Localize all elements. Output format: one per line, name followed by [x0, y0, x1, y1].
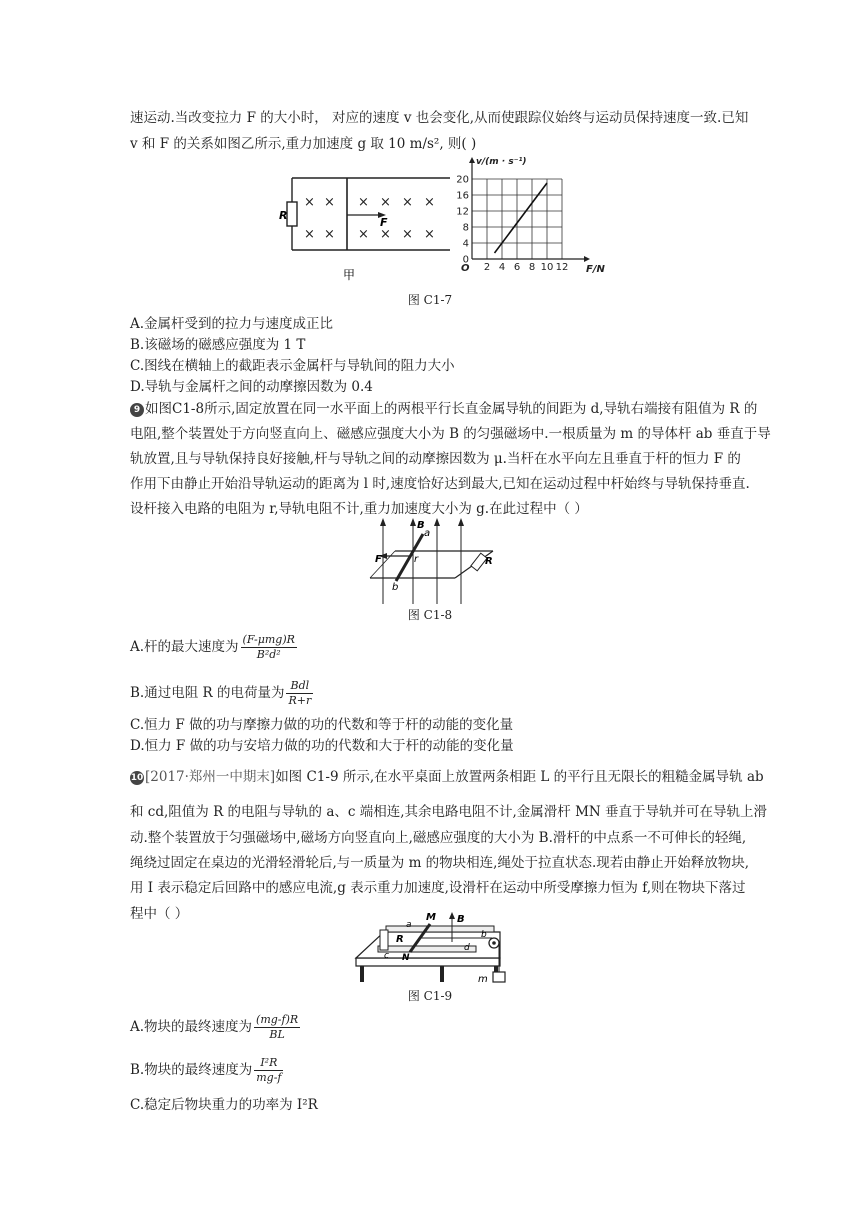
- q10-option-a: A.物块的最终速度为 $\frac{(mg-f)R}{BL}$: [130, 1013, 299, 1041]
- fraction: $\frac{(mg-f)R}{BL}$: [256, 1013, 299, 1041]
- cross-mark: ×: [424, 195, 435, 210]
- label-d: d: [464, 943, 470, 953]
- q9-stem-line3: 轨放置,且与导轨保持良好接触,杆与导轨之间的动摩擦因数为 μ.当杆在水平向左且垂直于杆的恒力 F 的: [130, 451, 741, 467]
- y-axis-label: v/(m · s⁻¹): [476, 157, 527, 167]
- q8-stem-line1: 速运动.当改变拉力 F 的大小时， 对应的速度 v 也会变化,从而使跟踪仪始终与运动员保持速度一致.已知: [130, 110, 749, 126]
- cross-mark: ×: [380, 195, 391, 210]
- label-a: a: [406, 920, 412, 930]
- cross-mark: ×: [380, 227, 391, 242]
- label-F: F: [375, 554, 382, 565]
- cross-mark: ×: [304, 227, 315, 242]
- caption-c1-8: 图 C1-8: [407, 608, 453, 622]
- caption-c1-9: 图 C1-9: [407, 989, 453, 1003]
- fraction: $\frac{\text{I²R}}{mg-f}$: [256, 1056, 282, 1084]
- q9-option-c: C.恒力 F 做的功与摩擦力做的功的代数和等于杆的动能的变化量: [130, 717, 514, 733]
- q9-option-a: A.杆的最大速度为 $\frac{\text{(F-μmg)R}}{\text{B²d²}}$: [130, 633, 295, 661]
- q9-option-d: D.恒力 F 做的功与安培力做的功的代数和大于杆的动能的变化量: [130, 738, 514, 754]
- q8-option-b: B.该磁场的磁感应强度为 1 T: [130, 337, 306, 353]
- label-a: a: [424, 528, 431, 539]
- label-r: r: [414, 554, 419, 565]
- label-b: b: [392, 582, 399, 593]
- q10-option-c: C.稳定后物块重力的功率为 I²R: [130, 1097, 318, 1113]
- caption-c1-7: 图 C1-7: [407, 293, 453, 307]
- q9-option-b: B.通过电阻 R 的电荷量为 $\frac{\text{Bdl}}{R+r}$: [130, 679, 312, 707]
- figure-label-jia: 甲: [343, 268, 356, 282]
- cross-mark: ×: [402, 227, 413, 242]
- resistor-label: R: [279, 209, 288, 222]
- fraction: $\frac{\text{Bdl}}{R+r}$: [288, 679, 312, 707]
- q8-stem-line2: v 和 F 的关系如图乙所示,重力加速度 g 取 10 m/s², 则( ): [130, 136, 477, 152]
- y-tick-label: 4: [462, 238, 469, 250]
- cross-mark: ×: [324, 227, 335, 242]
- x-tick-label: 6: [513, 262, 521, 273]
- q10-stem-line1: 10 [2017·郑州一中期末]如图 C1-9 所示,在水平桌面上放置两条相距 L 的平行且无限长的粗糙金属导轨 ab: [130, 769, 764, 785]
- x-tick-label: 12: [555, 262, 569, 273]
- y-tick-label: 12: [456, 206, 469, 218]
- cross-mark: ×: [424, 227, 435, 242]
- cross-mark: ×: [358, 227, 369, 242]
- label-m: m: [478, 974, 488, 985]
- q10-stem-line3: 动.整个装置放于匀强磁场中,磁场方向竖直向上,磁感应强度的大小为 B.滑杆的中点系一不可伸长的轻绳,: [130, 830, 747, 846]
- label-c: c: [384, 951, 389, 961]
- x-tick-label: 2: [483, 262, 491, 273]
- cross-mark: ×: [358, 195, 369, 210]
- label-B: B: [417, 520, 425, 531]
- cross-mark: ×: [324, 195, 335, 210]
- q8-option-a: A.金属杆受到的拉力与速度成正比: [130, 316, 334, 332]
- label-B: B: [457, 914, 465, 925]
- x-tick-label: 10: [540, 262, 554, 273]
- y-tick-label: 0: [462, 254, 469, 266]
- force-label: F: [380, 216, 388, 229]
- label-R: R: [485, 556, 493, 567]
- x-axis-label: F/N: [586, 264, 605, 275]
- y-tick-label: 20: [456, 174, 469, 186]
- q10-stem-line2: 和 cd,阻值为 R 的电阻与导轨的 a、c 端相连,其余电路电阻不计,金属滑杆 MN 垂直于导轨并可在导轨上滑: [130, 804, 768, 820]
- label-N: N: [402, 953, 410, 963]
- origin-label: O: [461, 263, 470, 274]
- q9-stem-line2: 电阻,整个装置处于方向竖直向上、磁感应强度大小为 B 的匀强磁场中.一根质量为 m 的导体杆 ab 垂直于导: [130, 426, 771, 442]
- y-tick-label: 8: [462, 222, 469, 234]
- q8-option-d: D.导轨与金属杆之间的动摩擦因数为 0.4: [130, 379, 373, 395]
- figure-c1-9-table: [350, 910, 510, 988]
- q8-option-c: C.图线在横轴上的截距表示金属杆与导轨间的阻力大小: [130, 358, 455, 374]
- question-number-badge: 10: [130, 773, 144, 783]
- fraction: $\frac{\text{(F-μmg)R}}{\text{B²d²}}$: [242, 633, 295, 661]
- q9-stem-line1: 9 如图C1-8所示,固定放置在同一水平面上的两根平行长直金属导轨的间距为 d,导轨右端接有阻值为 R 的: [130, 399, 757, 419]
- cross-mark: ×: [304, 195, 315, 210]
- q10-stem-line4: 绳绕过固定在桌边的光滑轻滑轮后,与一质量为 m 的物块相连,绳处于拉直状态.现若由静止开始释放物块,: [130, 855, 750, 871]
- question-source: [2017·郑州一中期末]: [145, 769, 276, 785]
- magnetic-field-crosses: [304, 195, 435, 242]
- y-axis-arrow: [469, 157, 475, 163]
- label-R: R: [396, 934, 404, 945]
- label-M: M: [426, 912, 436, 923]
- q9-stem-line4: 作用下由静止开始沿导轨运动的距离为 l 时,速度恰好达到最大,已知在运动过程中杆始终与导轨保持垂直.: [130, 476, 750, 492]
- figure-c1-8-rails: [365, 518, 505, 606]
- question-number-badge: 9: [130, 403, 144, 417]
- q9-stem-line5: 设杆接入电路的电阻为 r,导轨电阻不计,重力加速度大小为 g.在此过程中（ ）: [130, 501, 588, 517]
- x-tick-label: 4: [498, 262, 506, 273]
- label-b: b: [481, 930, 487, 940]
- q10-stem-line5: 用 I 表示稳定后回路中的感应电流,g 表示重力加速度,设滑杆在运动中所受摩擦力恒为 f,则在物块下落过: [130, 880, 746, 896]
- q10-option-b: B.物块的最终速度为 $\frac{\text{I²R}}{mg-f}$: [130, 1056, 282, 1084]
- q10-stem-line6: 程中（ ）: [130, 906, 189, 922]
- x-tick-label: 8: [528, 262, 536, 273]
- cross-mark: ×: [402, 195, 413, 210]
- x-axis-arrow: [584, 256, 590, 262]
- figure-c1-7-circuit: [280, 168, 455, 288]
- y-tick-label: 16: [456, 190, 469, 202]
- figure-c1-7-chart: [450, 154, 605, 284]
